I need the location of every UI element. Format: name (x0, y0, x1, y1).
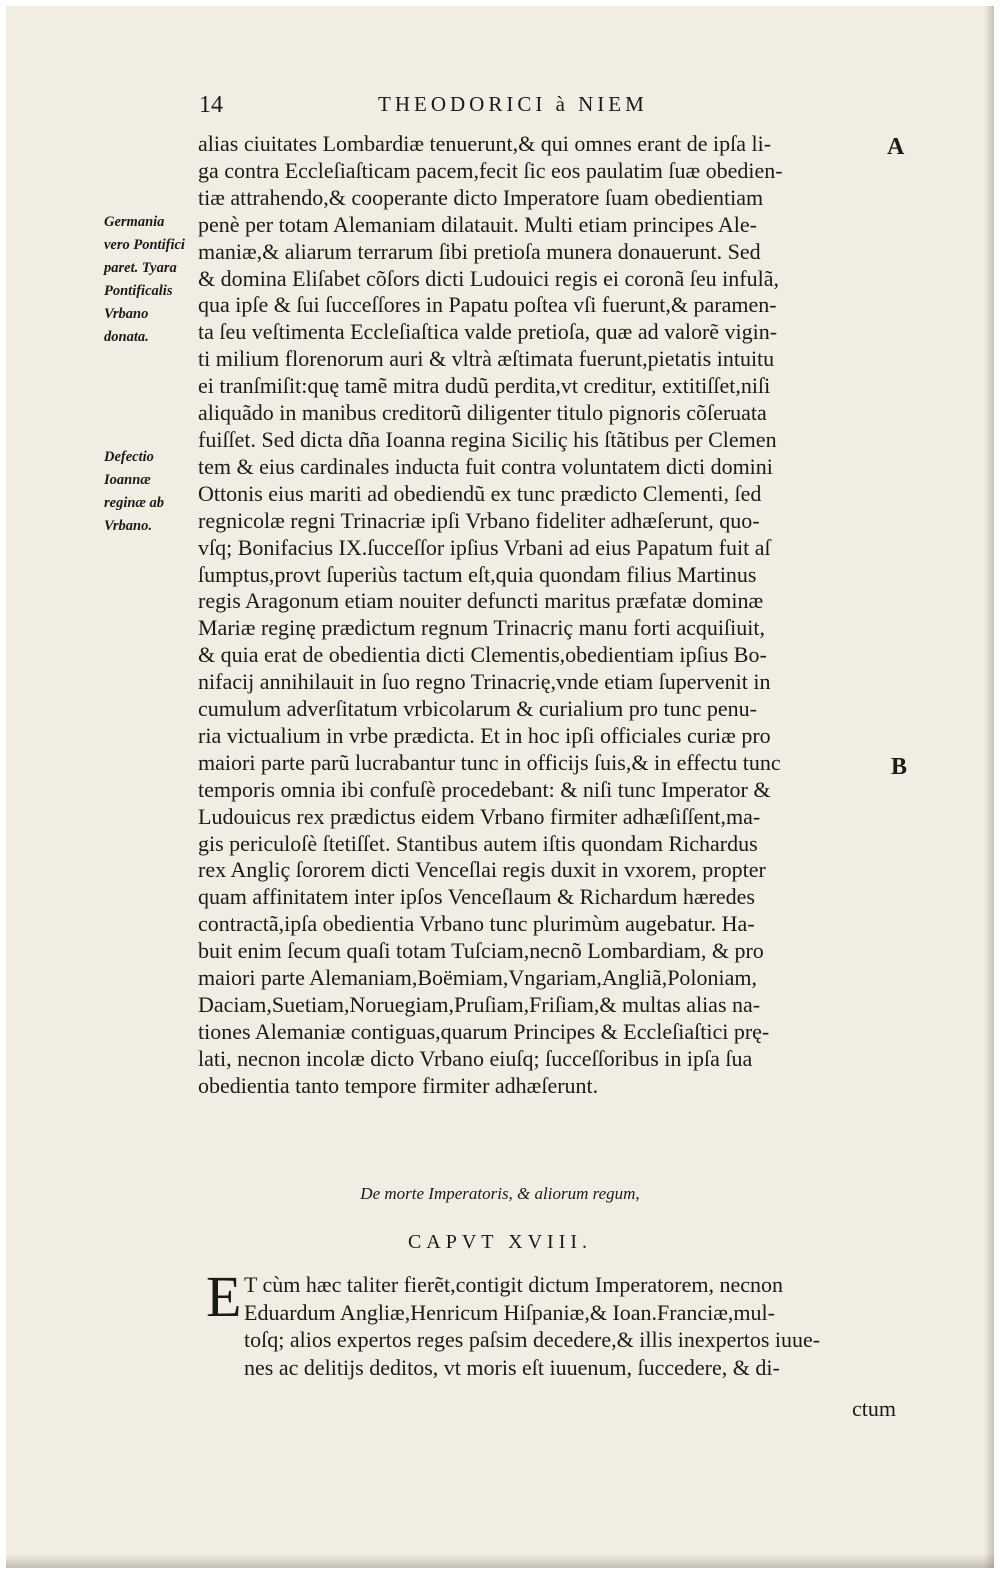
page-header (6, 92, 994, 122)
text-line: ria victualium in vrbe prædicta. Et in hoc ipſi officiales curiæ pro (198, 722, 771, 748)
text-line: ſumptus,provt ſuperiùs tactum eſt,quia quondam filius Martinus (198, 561, 757, 587)
text-line: buit enim ſecum quaſi totam Tuſciam,necnõ Lombardiam, & pro (198, 938, 764, 964)
text-line: lati, necnon incolæ dicto Vrbano eiuſq; ſucceſſoribus in ipſa ſua (198, 1045, 753, 1071)
catchword: ctum (852, 1396, 896, 1421)
text-line: aliquãdo in manibus creditorũ diligenter titulo pignoris cõſeruata (198, 400, 767, 426)
text-line: tiæ attrahendo,& cooperante dicto Imperatore ſuam obedientiam (198, 184, 764, 210)
text-line: contractã,ipſa obedientia Vrbano tunc plurimùm augebatur. Ha- (198, 911, 755, 937)
text-line: & domina Eliſabet cõſors dicti Ludouici regis ei coronã ſeu infulã, (198, 265, 780, 291)
text-line: regis Aragonum etiam nouiter defuncti maritus præfatæ dominæ (198, 588, 764, 614)
text-line: penè per totam Alemaniam dilatauit. Multi etiam principes Ale- (198, 211, 758, 237)
drop-cap: E (206, 1264, 242, 1329)
text-line: toſq; alios expertos reges paſsim decedere,& illis inexpertos iuue- (244, 1327, 821, 1352)
marginal-note: Germania vero Pontifici paret. Tyara Pontificalis Vrbano donata. (104, 214, 185, 345)
main-text-block (198, 131, 890, 1100)
text-line: & quia erat de obedientia dicti Clementis,obedientiam ipſius Bo- (198, 642, 767, 668)
text-line: Daciam,Suetiam,Noruegiam,Pruſiam,Friſiam,& multas alias na- (198, 992, 761, 1017)
text-line: cumulum adverſitatum vrbicolarum & curialium pro tunc penu- (198, 696, 758, 722)
text-line: ti milium florenorum auri & vltrà æſtimata fuerunt,pietatis intuitu (198, 346, 775, 372)
text-line: T cùm hæc taliter fierẽt,contigit dictum Imperatorem, necnon (244, 1272, 784, 1297)
text-line: obedientia tanto tempore firmiter adhæſerunt. (198, 1072, 599, 1098)
text-line: rex Angliç ſororem dicti Venceſlai regis duxit in vxorem, propter (198, 857, 766, 883)
text-line: Mariæ reginę prædictum regnum Trinacriç manu forti acquiſiuit, (198, 615, 765, 641)
text-line: tem & eius cardinales inducta fuit contra voluntatem dicti domini (198, 453, 773, 479)
page-edge-shadow (984, 6, 994, 1568)
reference-letter-b: B (891, 754, 908, 780)
text-line: maiori parte parũ lucrabantur tunc in officijs ſuis,& in effectu tunc (198, 749, 781, 775)
text-line: maiori parte Alemaniam,Boëmiam,Vngariam,Angliã,Poloniam, (198, 965, 758, 991)
page-bottom-shadow (6, 1554, 994, 1568)
text-line: temporis omnia ibi confuſè procedebant: & niſi tunc Imperator & (198, 776, 771, 802)
text-line: maniæ,& aliarum terrarum ſibi pretioſa munera donauerunt. Sed (198, 238, 761, 264)
book-page (6, 6, 994, 1568)
text-line: ta ſeu veſtimenta Eccleſiaſtica valde pretioſa, quæ ad valorẽ vigin- (198, 319, 778, 345)
text-line: ei tranſmiſit:quę tamẽ mitra dudũ perdita,vt creditur, extitiſſet,niſi (198, 373, 771, 399)
chapter-text-block (244, 1271, 894, 1381)
page-number: 14 (199, 92, 223, 118)
text-line: nifacij annihilauit in ſuo regno Trinacrię,vnde etiam ſupervenit in (198, 669, 771, 695)
text-line: qua ipſe & ſui ſucceſſores in Papatu poſtea vſi fuerunt,& paramen- (198, 292, 777, 318)
text-line: Ottonis eius mariti ad obediendũ ex tunc prædicto Clementi, ſed (198, 480, 762, 506)
section-title: De morte Imperatoris, & aliorum regum, (360, 1184, 640, 1203)
text-line: fuiſſet. Sed dicta dña Ioanna regina Siciliç his ſtãtibus per Clemen (198, 426, 777, 452)
text-line: quam affinitatem inter ipſos Venceſlaum & Richardum hæredes (198, 884, 755, 910)
text-line: tiones Alemaniæ contiguas,quarum Principes & Eccleſiaſtici prę- (198, 1018, 770, 1044)
text-line: ga contra Eccleſiaſticam pacem,fecit ſic eos paulatim ſuæ obedien- (198, 157, 783, 183)
text-line: gis periculoſè ſtetiſſet. Stantibus autem iſtis quondam Richardus (198, 830, 758, 856)
text-line: Eduardum Angliæ,Henricum Hiſpaniæ,& Ioan.Franciæ,mul- (244, 1299, 775, 1325)
text-line: vſq; Bonifacius IX.ſucceſſor ipſius Vrbani ad eius Papatum fuit aſ (198, 534, 771, 560)
text-line: alias ciuitates Lombardiæ tenuerunt,& qui omnes erant de ipſa li- (198, 131, 772, 156)
chapter-heading: CAPVT XVIII. (407, 1231, 593, 1253)
running-head: THEODORICI à NIEM (378, 92, 648, 116)
text-line: regnicolæ regni Trinacriæ ipſi Vrbano fideliter adhæſerunt, quo- (198, 507, 760, 533)
reference-letter-a: A (887, 134, 905, 160)
text-line: nes ac delitijs deditos, vt moris eſt iuuenum, ſuccedere, & di- (244, 1354, 780, 1380)
text-line: Ludouicus rex prædictus eidem Vrbano firmiter adhæſiſſent,ma- (198, 803, 761, 829)
marginal-note: Defectio Ioannæ reginæ ab Vrbano. (104, 449, 165, 534)
